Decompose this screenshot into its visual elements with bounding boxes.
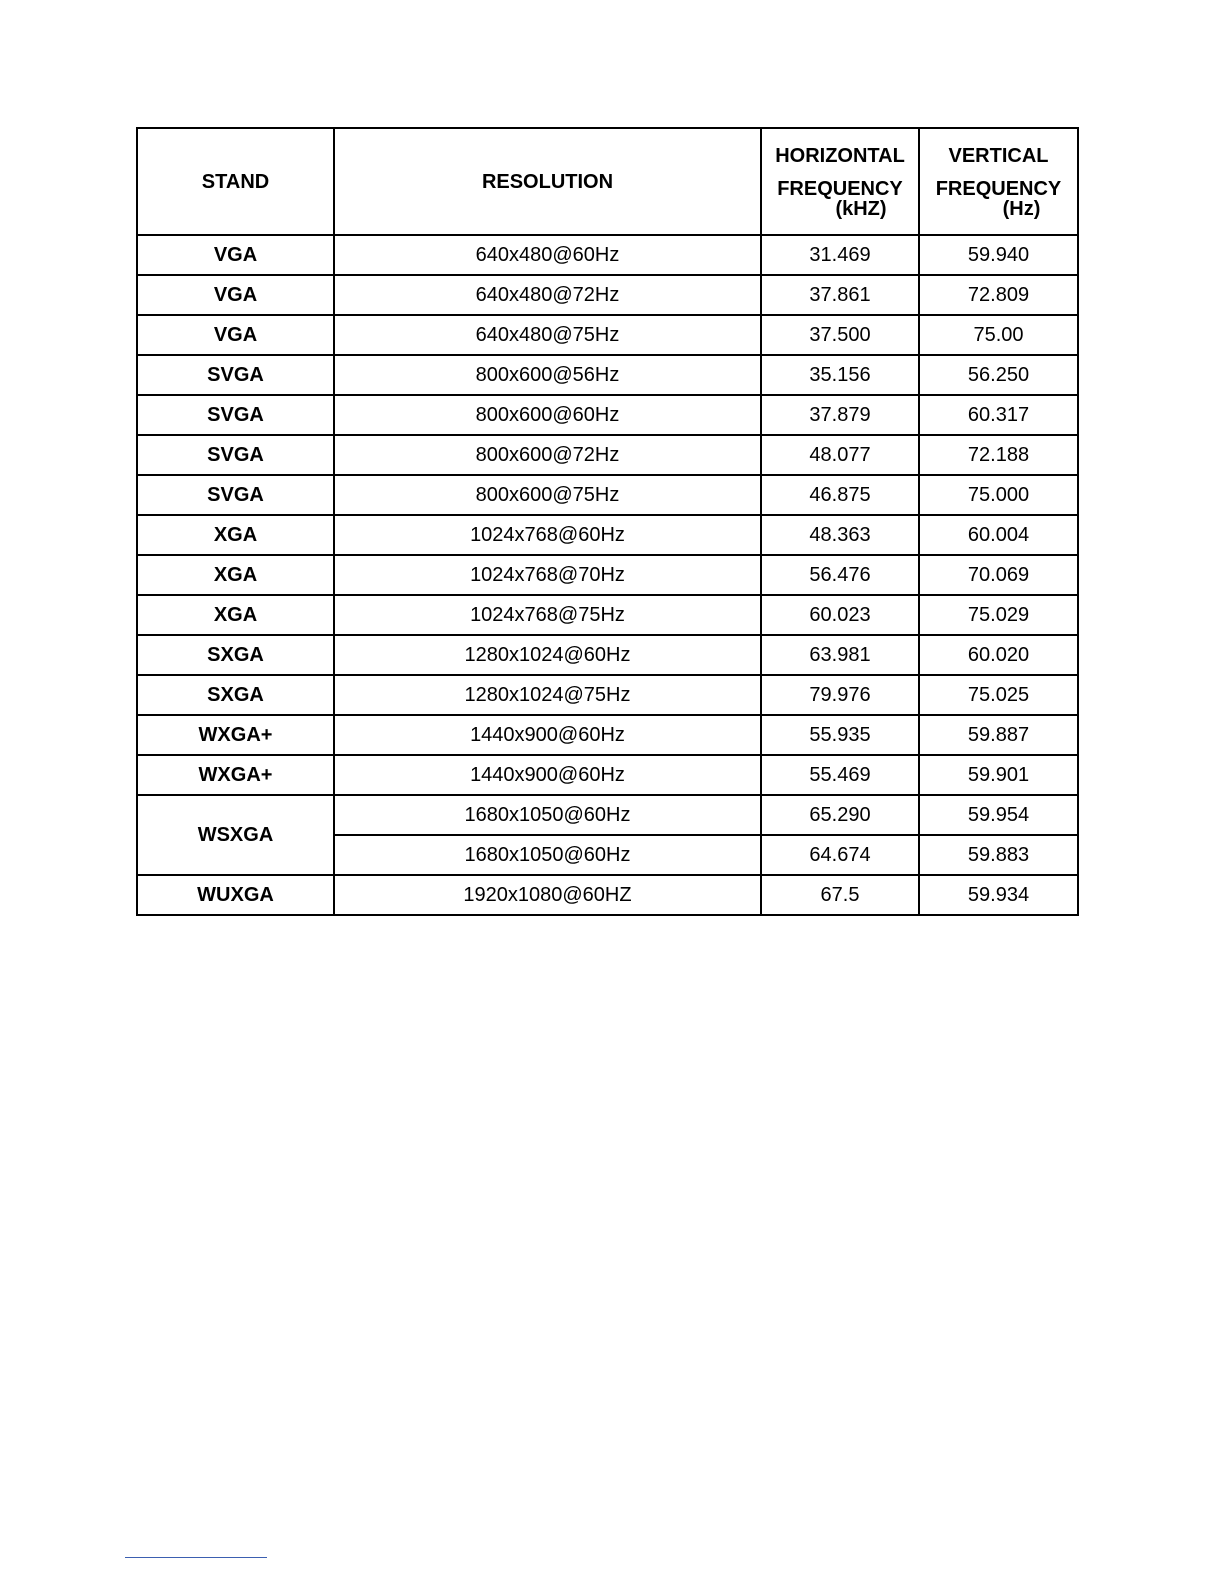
cell-horizontal-frequency: 48.363	[761, 515, 919, 555]
table-row	[137, 315, 1078, 355]
cell-stand: XGA	[137, 595, 334, 635]
cell-vertical-frequency: 59.901	[919, 755, 1078, 795]
table-header-row	[137, 128, 1078, 235]
cell-resolution: 640x480@72Hz	[334, 275, 761, 315]
cell-vertical-frequency: 59.887	[919, 715, 1078, 755]
cell-vertical-frequency: 75.00	[919, 315, 1078, 355]
cell-stand: WSXGA	[137, 795, 334, 875]
table-row	[137, 555, 1078, 595]
table-row	[137, 755, 1078, 795]
cell-vertical-frequency: 60.004	[919, 515, 1078, 555]
cell-horizontal-frequency: 79.976	[761, 675, 919, 715]
timing-table	[136, 127, 1079, 916]
cell-stand: XGA	[137, 515, 334, 555]
cell-resolution: 1280x1024@60Hz	[334, 635, 761, 675]
cell-horizontal-frequency: 37.861	[761, 275, 919, 315]
cell-horizontal-frequency: 48.077	[761, 435, 919, 475]
cell-resolution: 1024x768@70Hz	[334, 555, 761, 595]
cell-resolution: 1680x1050@60Hz	[334, 795, 761, 835]
table-row	[137, 595, 1078, 635]
cell-vertical-frequency: 59.883	[919, 835, 1078, 875]
table-row	[137, 795, 1078, 835]
header-horizontal-line2: FREQUENCY	[777, 177, 903, 200]
cell-vertical-frequency: 75.029	[919, 595, 1078, 635]
cell-stand: SXGA	[137, 675, 334, 715]
cell-horizontal-frequency: 64.674	[761, 835, 919, 875]
cell-stand: SXGA	[137, 635, 334, 675]
cell-resolution: 800x600@72Hz	[334, 435, 761, 475]
table-row	[137, 715, 1078, 755]
cell-vertical-frequency: 70.069	[919, 555, 1078, 595]
header-vertical-unit: (Hz)	[1002, 197, 1041, 220]
cell-stand: WXGA+	[137, 755, 334, 795]
table-row	[137, 275, 1078, 315]
cell-vertical-frequency: 75.025	[919, 675, 1078, 715]
cell-stand: VGA	[137, 315, 334, 355]
cell-horizontal-frequency: 55.469	[761, 755, 919, 795]
header-horizontal-line1: HORIZONTAL	[775, 144, 905, 167]
cell-horizontal-frequency: 46.875	[761, 475, 919, 515]
cell-vertical-frequency: 72.188	[919, 435, 1078, 475]
cell-resolution: 800x600@60Hz	[334, 395, 761, 435]
header-vertical-frequency	[919, 128, 1078, 235]
cell-resolution: 640x480@75Hz	[334, 315, 761, 355]
cell-stand: VGA	[137, 235, 334, 275]
cell-resolution: 1440x900@60Hz	[334, 755, 761, 795]
cell-resolution: 800x600@75Hz	[334, 475, 761, 515]
cell-resolution: 1680x1050@60Hz	[334, 835, 761, 875]
cell-resolution: 800x600@56Hz	[334, 355, 761, 395]
cell-horizontal-frequency: 65.290	[761, 795, 919, 835]
header-resolution: RESOLUTION	[334, 128, 761, 235]
table-row	[137, 675, 1078, 715]
cell-vertical-frequency: 72.809	[919, 275, 1078, 315]
header-horizontal-frequency	[761, 128, 919, 235]
cell-vertical-frequency: 75.000	[919, 475, 1078, 515]
header-stand: STAND	[137, 128, 334, 235]
table-row	[137, 395, 1078, 435]
table-row	[137, 515, 1078, 555]
header-horizontal-unit: (kHZ)	[835, 197, 887, 220]
cell-horizontal-frequency: 37.879	[761, 395, 919, 435]
cell-horizontal-frequency: 63.981	[761, 635, 919, 675]
cell-stand: SVGA	[137, 395, 334, 435]
cell-vertical-frequency: 56.250	[919, 355, 1078, 395]
cell-horizontal-frequency: 35.156	[761, 355, 919, 395]
table-row	[137, 635, 1078, 675]
cell-stand: XGA	[137, 555, 334, 595]
cell-resolution: 1920x1080@60HZ	[334, 875, 761, 915]
header-vertical-line2: FREQUENCY	[935, 177, 1062, 200]
header-vertical-line1: VERTICAL	[948, 144, 1049, 167]
cell-stand: WUXGA	[137, 875, 334, 915]
cell-horizontal-frequency: 55.935	[761, 715, 919, 755]
table-row	[137, 475, 1078, 515]
footnote-separator	[125, 1557, 267, 1558]
cell-resolution: 1024x768@60Hz	[334, 515, 761, 555]
cell-resolution: 1280x1024@75Hz	[334, 675, 761, 715]
cell-horizontal-frequency: 31.469	[761, 235, 919, 275]
cell-stand: WXGA+	[137, 715, 334, 755]
table-row	[137, 235, 1078, 275]
cell-horizontal-frequency: 56.476	[761, 555, 919, 595]
cell-stand: SVGA	[137, 475, 334, 515]
cell-stand: VGA	[137, 275, 334, 315]
cell-vertical-frequency: 59.940	[919, 235, 1078, 275]
cell-vertical-frequency: 60.020	[919, 635, 1078, 675]
cell-resolution: 1440x900@60Hz	[334, 715, 761, 755]
cell-horizontal-frequency: 60.023	[761, 595, 919, 635]
cell-resolution: 640x480@60Hz	[334, 235, 761, 275]
cell-resolution: 1024x768@75Hz	[334, 595, 761, 635]
table-row	[137, 875, 1078, 915]
cell-stand: SVGA	[137, 435, 334, 475]
cell-horizontal-frequency: 37.500	[761, 315, 919, 355]
cell-stand: SVGA	[137, 355, 334, 395]
cell-horizontal-frequency: 67.5	[761, 875, 919, 915]
cell-vertical-frequency: 59.954	[919, 795, 1078, 835]
table-row	[137, 435, 1078, 475]
cell-vertical-frequency: 59.934	[919, 875, 1078, 915]
cell-vertical-frequency: 60.317	[919, 395, 1078, 435]
table-row	[137, 355, 1078, 395]
